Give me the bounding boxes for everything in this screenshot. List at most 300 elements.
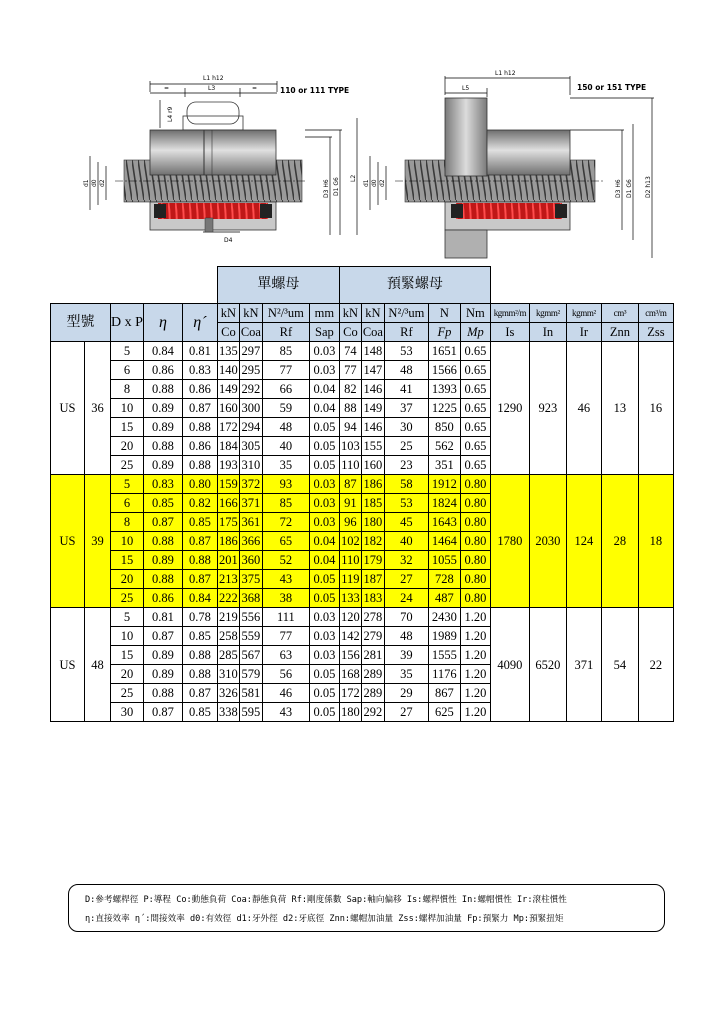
legend-line-1: D:參考螺桿徑 P:導程 Co:動態負荷 Coa:靜態負荷 Rf:剛度係數 Sap:軸向偏移 Is:螺桿慣性 In:螺帽慣性 Ir:滾柱慣性 [85,895,567,905]
data-cell: 10 [111,399,144,418]
unit-cell: kgmm²/m [490,304,529,323]
data-cell: 361 [239,513,262,532]
data-cell: 94 [339,418,361,437]
svg-text:L1 h12: L1 h12 [495,70,516,77]
data-cell: 201 [217,551,239,570]
data-cell: 0.05 [309,589,339,608]
unit-cell: cm³/m [638,304,673,323]
data-cell: 0.65 [460,418,490,437]
svg-text:L1 h12: L1 h12 [203,75,224,82]
data-cell: 0.80 [460,551,490,570]
technical-drawings [0,0,724,265]
data-cell: 1.20 [460,684,490,703]
data-cell: 53 [384,494,428,513]
unit-cell: kN [239,304,262,323]
data-cell: 0.89 [143,399,182,418]
col-dxp: D x P [111,304,144,342]
svg-text:D1 G6: D1 G6 [333,177,340,196]
data-cell: 166 [217,494,239,513]
data-cell: 10 [111,627,144,646]
data-cell: 180 [339,703,361,722]
svg-text:D4: D4 [224,237,233,244]
data-cell: 70 [384,608,428,627]
unit-cell: mm [309,304,339,323]
inertia-cell-ir: 371 [566,608,601,722]
data-cell: 15 [111,551,144,570]
col-eta2: η´ [182,304,217,342]
data-cell: 0.83 [143,475,182,494]
data-cell: 6 [111,361,144,380]
data-cell: 187 [361,570,384,589]
data-cell: 595 [239,703,262,722]
symbol-cell: Is [490,323,529,342]
data-cell: 326 [217,684,239,703]
data-cell: 0.84 [143,342,182,361]
symbol-cell: Co [339,323,361,342]
data-cell: 0.03 [309,513,339,532]
data-cell: 0.87 [143,703,182,722]
data-cell: 0.88 [182,456,217,475]
data-cell: 149 [217,380,239,399]
data-cell: 5 [111,608,144,627]
data-cell: 38 [262,589,309,608]
data-cell: 72 [262,513,309,532]
data-cell: 184 [217,437,239,456]
symbol-cell: In [529,323,566,342]
data-cell: 0.82 [182,494,217,513]
data-cell: 371 [239,494,262,513]
data-cell: 305 [239,437,262,456]
data-cell: 0.87 [182,399,217,418]
data-cell: 297 [239,342,262,361]
data-cell: 172 [339,684,361,703]
data-cell: 0.80 [460,513,490,532]
data-cell: 0.05 [309,684,339,703]
data-cell: 146 [361,380,384,399]
data-cell: 85 [262,342,309,361]
data-cell: 559 [239,627,262,646]
data-cell: 29 [384,684,428,703]
data-cell: 0.88 [143,380,182,399]
data-cell: 289 [361,665,384,684]
data-cell: 10 [111,532,144,551]
data-cell: 186 [361,475,384,494]
unit-cell: N [428,304,460,323]
data-cell: 35 [384,665,428,684]
symbol-cell: Ir [566,323,601,342]
data-cell: 8 [111,380,144,399]
unit-cell: kN [217,304,239,323]
inertia-cell-is: 1780 [490,475,529,608]
data-cell: 0.89 [143,456,182,475]
data-cell: 156 [339,646,361,665]
data-cell: 48 [384,627,428,646]
left-drawing [83,75,357,244]
model-cell: US [51,608,85,722]
data-cell: 6 [111,494,144,513]
data-cell: 0.65 [460,399,490,418]
data-cell: 30 [384,418,428,437]
symbol-cell: Sap [309,323,339,342]
data-cell: 1989 [428,627,460,646]
model-cell: US [51,475,85,608]
data-cell: 1566 [428,361,460,380]
data-cell: 0.86 [182,380,217,399]
data-cell: 351 [428,456,460,475]
data-cell: 0.05 [309,456,339,475]
data-cell: 87 [339,475,361,494]
inertia-cell-zss: 18 [638,475,673,608]
symbol-cell: Co [217,323,239,342]
data-cell: 295 [239,361,262,380]
inertia-cell-in: 923 [529,342,566,475]
data-cell: 53 [384,342,428,361]
data-cell: 0.03 [309,646,339,665]
data-cell: 119 [339,570,361,589]
data-cell: 142 [339,627,361,646]
data-cell: 20 [111,665,144,684]
data-cell: 52 [262,551,309,570]
svg-text:=: = [164,85,170,92]
data-cell: 182 [361,532,384,551]
data-cell: 1824 [428,494,460,513]
data-cell: 0.85 [182,513,217,532]
symbol-cell: Mp [460,323,490,342]
data-cell: 27 [384,703,428,722]
inertia-cell-in: 6520 [529,608,566,722]
data-cell: 41 [384,380,428,399]
data-cell: 1176 [428,665,460,684]
symbol-cell: Coa [361,323,384,342]
col-model: 型號 [51,304,111,342]
data-cell: 219 [217,608,239,627]
data-cell: 0.83 [182,361,217,380]
symbol-cell: Rf [262,323,309,342]
data-cell: 0.80 [460,475,490,494]
data-cell: 0.89 [143,418,182,437]
data-cell: 289 [361,684,384,703]
inertia-cell-in: 2030 [529,475,566,608]
table-row [51,342,674,361]
inertia-cell-is: 4090 [490,608,529,722]
data-cell: 140 [217,361,239,380]
data-cell: 728 [428,570,460,589]
data-cell: 25 [111,456,144,475]
data-cell: 35 [262,456,309,475]
data-cell: 0.88 [143,532,182,551]
symbol-cell: Fp [428,323,460,342]
data-cell: 8 [111,513,144,532]
svg-text:D2 h13: D2 h13 [645,176,652,198]
data-cell: 0.88 [143,437,182,456]
data-cell: 0.65 [460,456,490,475]
data-cell: 372 [239,475,262,494]
unit-cell: kN [361,304,384,323]
data-cell: 0.87 [143,627,182,646]
inertia-cell-ir: 46 [566,342,601,475]
data-cell: 0.04 [309,399,339,418]
data-cell: 175 [217,513,239,532]
data-cell: 0.89 [143,665,182,684]
data-cell: 0.05 [309,418,339,437]
data-cell: 0.85 [182,703,217,722]
data-cell: 25 [384,437,428,456]
data-cell: 0.03 [309,342,339,361]
data-cell: 556 [239,608,262,627]
table-row [51,475,674,494]
data-cell: 0.88 [182,665,217,684]
data-cell: 15 [111,418,144,437]
data-cell: 294 [239,418,262,437]
data-cell: 0.86 [143,589,182,608]
data-cell: 93 [262,475,309,494]
data-cell: 0.89 [143,551,182,570]
data-cell: 74 [339,342,361,361]
data-cell: 567 [239,646,262,665]
data-cell: 285 [217,646,239,665]
data-cell: 0.88 [182,646,217,665]
data-cell: 172 [217,418,239,437]
data-cell: 579 [239,665,262,684]
data-cell: 183 [361,589,384,608]
data-cell: 213 [217,570,239,589]
right-type-label: 150 or 151 TYPE [577,83,647,92]
unit-cell: N²/³um [262,304,309,323]
diameter-cell: 48 [85,608,111,722]
data-cell: 0.03 [309,361,339,380]
data-cell: 23 [384,456,428,475]
spec-table [50,266,674,722]
data-cell: 102 [339,532,361,551]
unit-cell: kN [339,304,361,323]
inertia-cell-znn: 13 [601,342,638,475]
data-cell: 0.87 [182,570,217,589]
data-cell: 149 [361,399,384,418]
svg-text:d1: d1 [363,179,370,187]
svg-text:d2: d2 [379,179,386,187]
data-cell: 82 [339,380,361,399]
unit-cell: cm³ [601,304,638,323]
data-cell: 0.88 [182,418,217,437]
svg-text:D1 G6: D1 G6 [626,179,633,198]
data-cell: 1055 [428,551,460,570]
data-cell: 0.05 [309,570,339,589]
legend-line-2: η:直接效率 η´:間接效率 d0:有效徑 d1:牙外徑 d2:牙底徑 Znn:螺帽加油量 Zss:螺桿加油量 Fp:預緊力 Mp:預緊扭矩 [85,914,564,924]
svg-text:d0: d0 [371,179,378,187]
model-cell: US [51,342,85,475]
data-cell: 39 [384,646,428,665]
diameter-cell: 36 [85,342,111,475]
svg-text:D3 H6: D3 H6 [323,179,330,198]
data-cell: 96 [339,513,361,532]
data-cell: 487 [428,589,460,608]
data-cell: 110 [339,551,361,570]
data-cell: 77 [262,361,309,380]
data-cell: 159 [217,475,239,494]
data-cell: 222 [217,589,239,608]
data-cell: 32 [384,551,428,570]
data-cell: 0.89 [143,646,182,665]
data-cell: 258 [217,627,239,646]
data-cell: 66 [262,380,309,399]
data-cell: 0.05 [309,703,339,722]
svg-text:d0: d0 [91,179,98,187]
data-cell: 147 [361,361,384,380]
data-cell: 0.88 [143,570,182,589]
data-cell: 375 [239,570,262,589]
data-cell: 281 [361,646,384,665]
data-cell: 0.85 [182,627,217,646]
svg-text:L2: L2 [350,174,357,182]
data-cell: 279 [361,627,384,646]
data-cell: 77 [262,627,309,646]
unit-cell: kgmm² [566,304,601,323]
data-cell: 310 [217,665,239,684]
symbol-cell: Coa [239,323,262,342]
data-cell: 1651 [428,342,460,361]
data-cell: 562 [428,437,460,456]
data-cell: 0.05 [309,665,339,684]
data-cell: 155 [361,437,384,456]
left-type-label: 110 or 111 TYPE [280,86,350,95]
data-cell: 366 [239,532,262,551]
data-cell: 180 [361,513,384,532]
data-cell: 0.65 [460,380,490,399]
data-cell: 63 [262,646,309,665]
data-cell: 1.20 [460,703,490,722]
symbol-cell: Zss [638,323,673,342]
legend-box [68,884,665,932]
data-cell: 43 [262,570,309,589]
data-cell: 0.04 [309,551,339,570]
right-drawing [363,70,654,258]
data-cell: 310 [239,456,262,475]
symbol-cell: Rf [384,323,428,342]
data-cell: 1.20 [460,627,490,646]
group-preload-nut: 預緊螺母 [339,267,490,304]
data-cell: 0.80 [460,589,490,608]
data-cell: 278 [361,608,384,627]
data-cell: 5 [111,475,144,494]
data-cell: 0.80 [460,494,490,513]
svg-text:D3 H6: D3 H6 [615,179,622,198]
data-cell: 20 [111,570,144,589]
data-cell: 0.78 [182,608,217,627]
data-cell: 193 [217,456,239,475]
svg-text:L5: L5 [462,85,470,92]
data-cell: 25 [111,589,144,608]
data-cell: 168 [339,665,361,684]
data-cell: 135 [217,342,239,361]
svg-text:L4 r9: L4 r9 [167,106,174,122]
data-cell: 0.80 [460,532,490,551]
data-cell: 15 [111,646,144,665]
data-cell: 0.05 [309,437,339,456]
data-cell: 625 [428,703,460,722]
symbol-cell: Znn [601,323,638,342]
data-cell: 0.80 [182,475,217,494]
data-cell: 65 [262,532,309,551]
data-cell: 0.65 [460,342,490,361]
data-cell: 59 [262,399,309,418]
data-cell: 85 [262,494,309,513]
data-cell: 1.20 [460,646,490,665]
data-cell: 0.65 [460,437,490,456]
data-cell: 0.03 [309,608,339,627]
data-cell: 1912 [428,475,460,494]
data-cell: 0.87 [182,684,217,703]
data-cell: 0.65 [460,361,490,380]
data-cell: 179 [361,551,384,570]
data-cell: 88 [339,399,361,418]
data-cell: 0.03 [309,494,339,513]
data-cell: 25 [111,684,144,703]
inertia-cell-ir: 124 [566,475,601,608]
data-cell: 5 [111,342,144,361]
data-cell: 40 [262,437,309,456]
svg-text:d1: d1 [83,179,90,187]
data-cell: 30 [111,703,144,722]
data-cell: 0.84 [182,589,217,608]
data-cell: 0.86 [143,361,182,380]
data-cell: 56 [262,665,309,684]
data-cell: 37 [384,399,428,418]
data-cell: 110 [339,456,361,475]
data-cell: 77 [339,361,361,380]
data-cell: 300 [239,399,262,418]
diameter-cell: 39 [85,475,111,608]
data-cell: 0.04 [309,532,339,551]
data-cell: 581 [239,684,262,703]
data-cell: 185 [361,494,384,513]
inertia-cell-zss: 22 [638,608,673,722]
data-cell: 48 [384,361,428,380]
inertia-cell-zss: 16 [638,342,673,475]
data-cell: 91 [339,494,361,513]
col-eta: η [143,304,182,342]
data-cell: 1225 [428,399,460,418]
data-cell: 0.80 [460,570,490,589]
inertia-cell-is: 1290 [490,342,529,475]
data-cell: 1.20 [460,608,490,627]
data-cell: 103 [339,437,361,456]
data-cell: 360 [239,551,262,570]
data-cell: 0.86 [182,437,217,456]
data-cell: 120 [339,608,361,627]
data-cell: 160 [217,399,239,418]
data-cell: 186 [217,532,239,551]
group-single-nut: 單螺母 [217,267,339,304]
data-cell: 24 [384,589,428,608]
data-cell: 338 [217,703,239,722]
data-cell: 1.20 [460,665,490,684]
unit-cell: N²/³um [384,304,428,323]
data-cell: 850 [428,418,460,437]
svg-text:L3: L3 [208,85,216,92]
data-cell: 0.87 [182,532,217,551]
data-cell: 0.88 [143,684,182,703]
data-cell: 48 [262,418,309,437]
data-cell: 111 [262,608,309,627]
data-cell: 0.04 [309,380,339,399]
inertia-cell-znn: 28 [601,475,638,608]
data-cell: 0.85 [143,494,182,513]
data-cell: 20 [111,437,144,456]
data-cell: 0.03 [309,627,339,646]
data-cell: 867 [428,684,460,703]
unit-cell: kgmm² [529,304,566,323]
table-row [51,608,674,627]
